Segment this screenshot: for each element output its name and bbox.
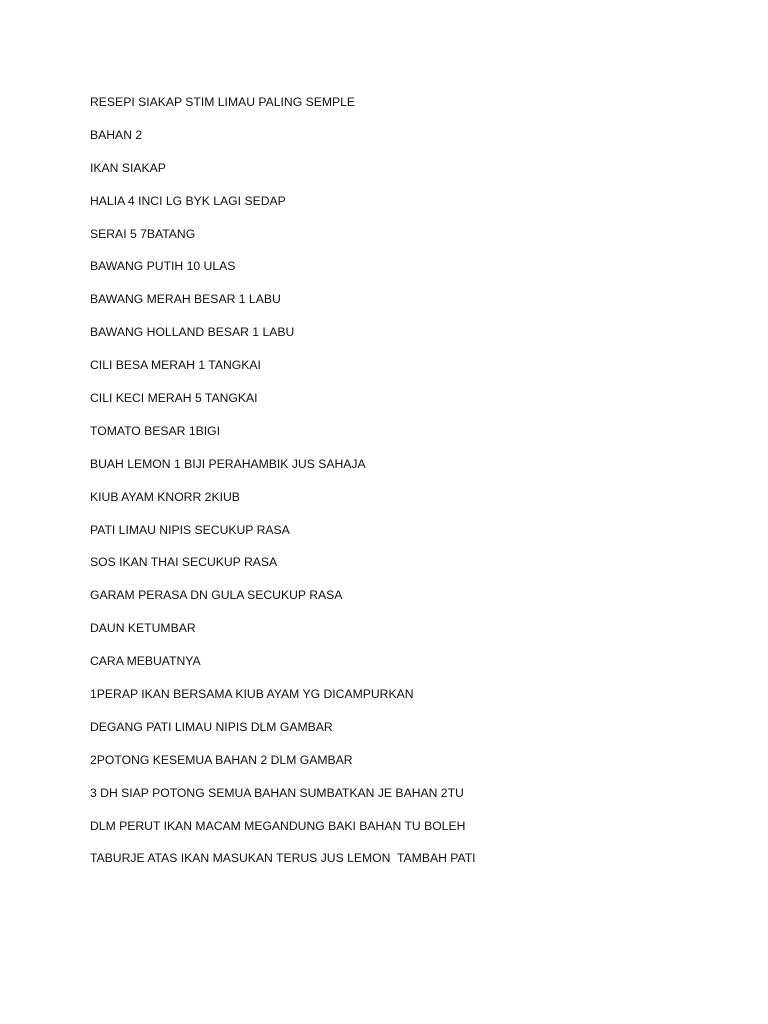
method-step: TABURJE ATAS IKAN MASUKAN TERUS JUS LEMON TAMBAH PATI <box>90 851 476 866</box>
ingredient-line: HALIA 4 INCI LG BYK LAGI SEDAP <box>90 193 286 208</box>
ingredient-line: BUAH LEMON 1 BIJI PERAHAMBIK JUS SAHAJA <box>90 456 366 471</box>
ingredient-line: BAWANG MERAH BESAR 1 LABU <box>90 292 281 307</box>
method-step: 3 DH SIAP POTONG SEMUA BAHAN SUMBATKAN JE BAHAN 2TU <box>90 785 464 800</box>
method-step: DEGANG PATI LIMAU NIPIS DLM GAMBAR <box>90 719 333 734</box>
ingredient-line: DAUN KETUMBAR <box>90 621 196 636</box>
ingredient-line: CILI BESA MERAH 1 TANGKAI <box>90 358 261 373</box>
ingredient-line: TOMATO BESAR 1BIGI <box>90 423 221 438</box>
recipe-title: RESEPI SIAKAP STIM LIMAU PALING SEMPLE <box>90 95 356 109</box>
ingredients-heading: BAHAN 2 <box>90 127 143 142</box>
ingredient-line: PATI LIMAU NIPIS SECUKUP RASA <box>90 522 290 537</box>
ingredient-line: IKAN SIAKAP <box>90 160 166 175</box>
ingredient-line: BAWANG HOLLAND BESAR 1 LABU <box>90 325 295 340</box>
recipe-text <box>90 93 730 882</box>
ingredient-line: CILI KECI MERAH 5 TANGKAI <box>90 391 258 406</box>
ingredient-line: SOS IKAN THAI SECUKUP RASA <box>90 555 278 570</box>
method-heading: CARA MEBUATNYA <box>90 654 201 669</box>
ingredient-line: BAWANG PUTIH 10 ULAS <box>90 259 236 274</box>
ingredient-line: GARAM PERASA DN GULA SECUKUP RASA <box>90 588 343 603</box>
method-step: DLM PERUT IKAN MACAM MEGANDUNG BAKI BAHAN TU BOLEH <box>90 818 466 833</box>
ingredient-line: SERAI 5 7BATANG <box>90 226 196 241</box>
method-step: 2POTONG KESEMUA BAHAN 2 DLM GAMBAR <box>90 752 353 767</box>
ingredient-line: KIUB AYAM KNORR 2KIUB <box>90 489 240 504</box>
method-step: 1PERAP IKAN BERSAMA KIUB AYAM YG DICAMPURKAN <box>90 687 414 702</box>
